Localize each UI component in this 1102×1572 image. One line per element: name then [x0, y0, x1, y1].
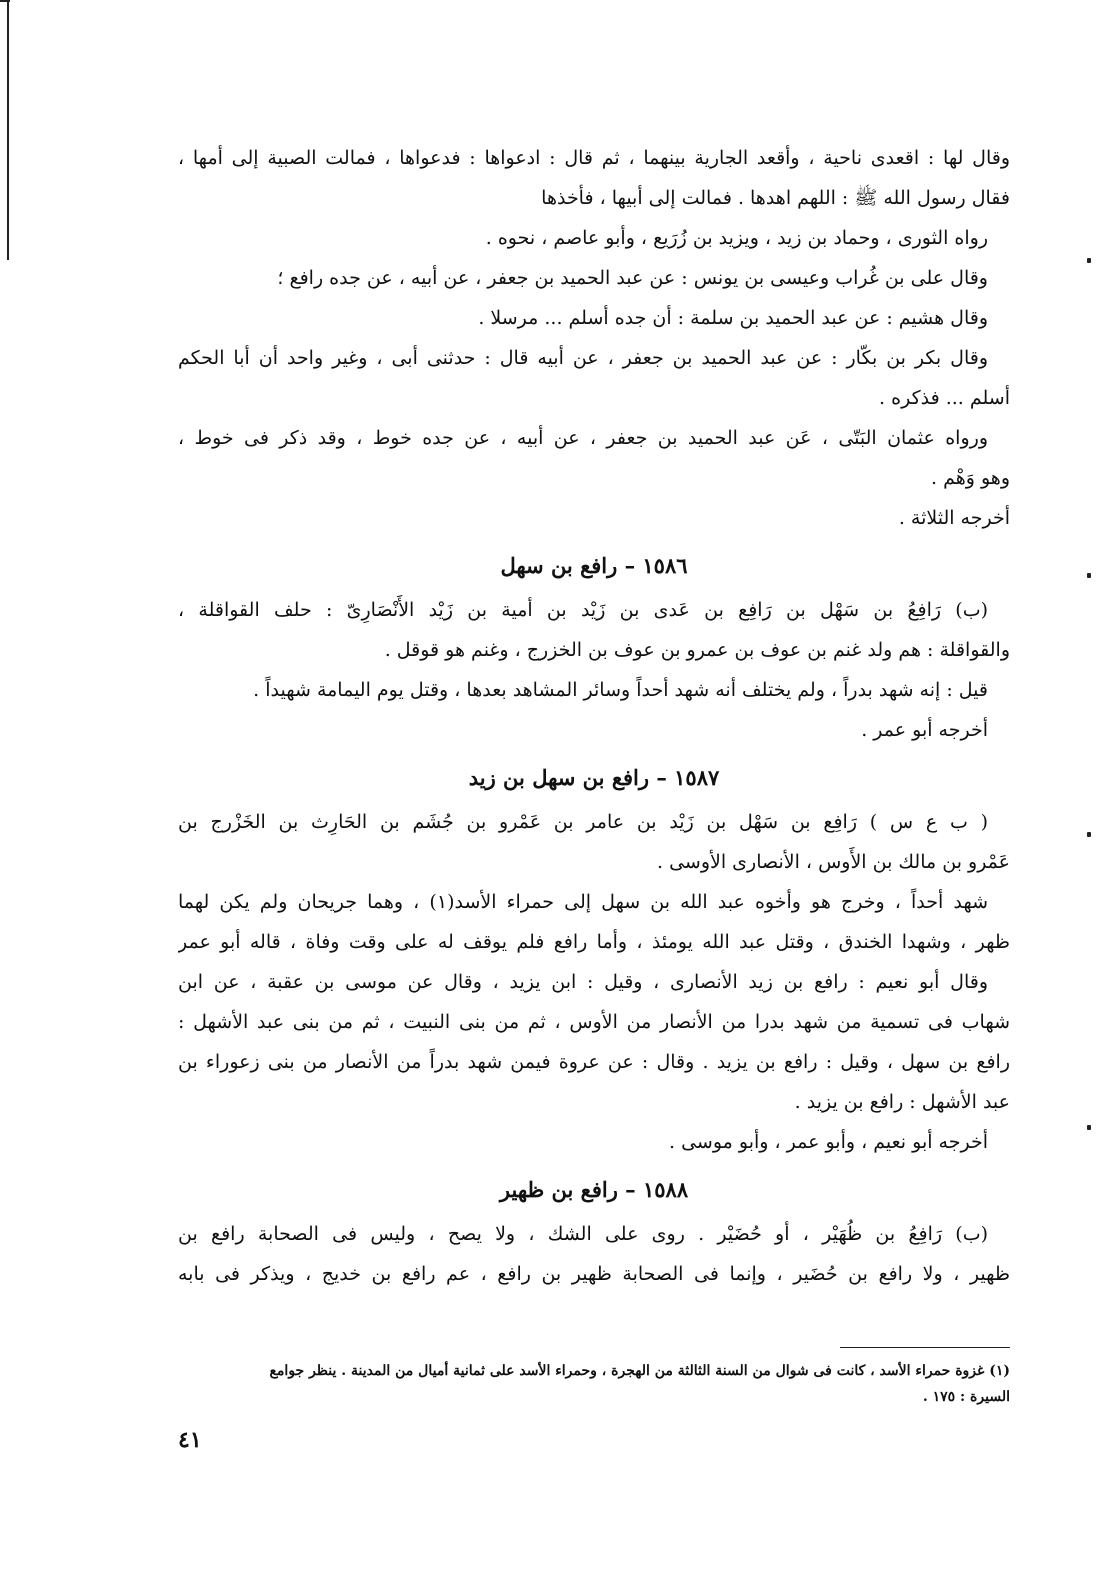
scan-speck: [1087, 573, 1091, 578]
text-line: وقال على بن غُراب وعيسى بن يونس : عن عبد الحميد بن جعفر ، عن أبيه ، عن جده رافع ؛: [277, 267, 988, 289]
page-number: ٤١: [178, 1427, 202, 1453]
text-line: وقال بكر بن بكّار : عن عبد الحميد بن جعفر ، عن أبيه قال : حدثنى أبى ، وغير واحد أن أبا الحكم: [178, 347, 988, 369]
footnote-line: السيرة : ١٧٥ .: [922, 1389, 1010, 1405]
text-line: رافع بن سهل ، وقيل : رافع بن يزيد . وقال : عن عروة فيمن شهد بدراً من الأنصار من بنى زعوراء بن: [178, 1051, 1010, 1073]
scan-speck: [1087, 1125, 1091, 1130]
text-line: أخرجه أبو نعيم ، وأبو عمر ، وأبو موسى .: [669, 1131, 988, 1153]
scan-speck: [1087, 832, 1091, 837]
text-line: وقال هشيم : عن عبد الحميد بن سلمة : أن جده أسلم ... مرسلا .: [478, 307, 988, 329]
text-line: وقال لها : اقعدى ناحية ، وأقعد الجارية بينهما ، ثم قال : ادعواها : فدعواها ، فمالت الصبية إلى أمها ،: [178, 147, 1010, 169]
text-line: شهاب فى تسمية من شهد بدرا من الأنصار من الأوس ، ثم من بنى النبيت ، ثم من بنى عبد الأشهل :: [178, 1011, 1010, 1033]
footnote: [178, 1358, 1010, 1410]
scan-edge-left: [7, 0, 9, 260]
text-line: قيل : إنه شهد بدراً ، ولم يختلف أنه شهد أحداً وسائر المشاهد بعدها ، وقتل يوم اليمامة شهيداً .: [253, 679, 988, 701]
entry-1587: [178, 756, 1010, 1162]
text-line: والقواقلة : هم ولد غنم بن عوف بن عمرو بن عوف بن الخزرج ، وغنم هو قوقل .: [384, 639, 1010, 661]
entry-heading: ١٥٨٧ – رافع بن سهل بن زيد: [468, 765, 720, 790]
opening-paragraphs: [178, 138, 1010, 538]
text-line: ظهير ، ولا رافع بن حُضَير ، وإنما فى الصحابة ظهير بن رافع ، عم رافع بن خديج ، ويذكر فى بابه: [178, 1263, 1010, 1285]
text-line: أخرجه أبو عمر .: [861, 719, 988, 741]
text-line: ( ب ع س ) رَافِع بن سَهْل بن زَيْد بن عامر بن عَمْرو بن جُشَم بن الحَارِث بن الخَزْرج بن: [178, 811, 988, 833]
footnote-rule: [840, 1347, 1010, 1348]
entry-1586: [178, 544, 1010, 750]
entry-heading: ١٥٨٦ – رافع بن سهل: [500, 553, 688, 578]
page-body: [178, 138, 1010, 1294]
text-line: أخرجه الثلاثة .: [898, 507, 1010, 529]
text-line: ظهر ، وشهدا الخندق ، وقتل عبد الله يومئذ ، وأما رافع فلم يوقف له على وقت وفاة ، قاله أبو عمر: [178, 931, 1010, 953]
text-line: عبد الأشهل : رافع بن يزيد .: [794, 1091, 1010, 1113]
text-line: ورواه عثمان البَتّى ، عَن عبد الحميد بن جعفر ، عن أبيه ، عن جده خوط ، وقد ذكر فى خوط ،: [178, 427, 988, 449]
text-line: عَمْرو بن مالك بن الأَوس ، الأنصارى الأوسى .: [657, 851, 1010, 873]
text-line: رواه الثورى ، وحماد بن زيد ، ويزيد بن زُرَيع ، وأبو عاصم ، نحوه .: [485, 227, 988, 249]
text-line: شهد أحداً ، وخرج هو وأخوه عبد الله بن سهل إلى حمراء الأسد(١) ، وهما جريحان ولم يكن لهما: [178, 891, 988, 913]
entry-heading: ١٥٨٨ – رافع بن ظهير: [499, 1177, 689, 1202]
scan-speck: [1087, 258, 1091, 263]
entry-1588: [178, 1168, 1010, 1294]
text-line: وقال أبو نعيم : رافع بن زيد الأنصارى ، وقيل : ابن يزيد ، وقال عن موسى بن عقبة ، عن ابن: [178, 971, 988, 993]
text-line: (ب) رَافِعُ بن ظُهَيْر ، أو حُضَيْر . روى على الشك ، ولا يصح ، وليس فى الصحابة رافع بن: [178, 1223, 988, 1245]
text-line: فقال رسول الله ﷺ : اللهم اهدها . فمالت إلى أبيها ، فأخذها: [541, 187, 1010, 209]
text-line: (ب) رَافِعُ بن سَهْل بن رَافِع بن عَدى بن زَيْد بن أمية بن زَيْد الأَنْصَارِىّ : حلف القواقلة ،: [178, 599, 988, 621]
text-line: أسلم ... فذكره .: [879, 387, 1010, 409]
footnote-line: (١) غزوة حمراء الأسد ، كانت فى شوال من السنة الثالثة من الهجرة ، وحمراء الأسد على ثمانية أميال من المدينة . ينظر جوامع: [269, 1363, 1010, 1379]
text-line: وهو وَهْم .: [931, 467, 1010, 489]
